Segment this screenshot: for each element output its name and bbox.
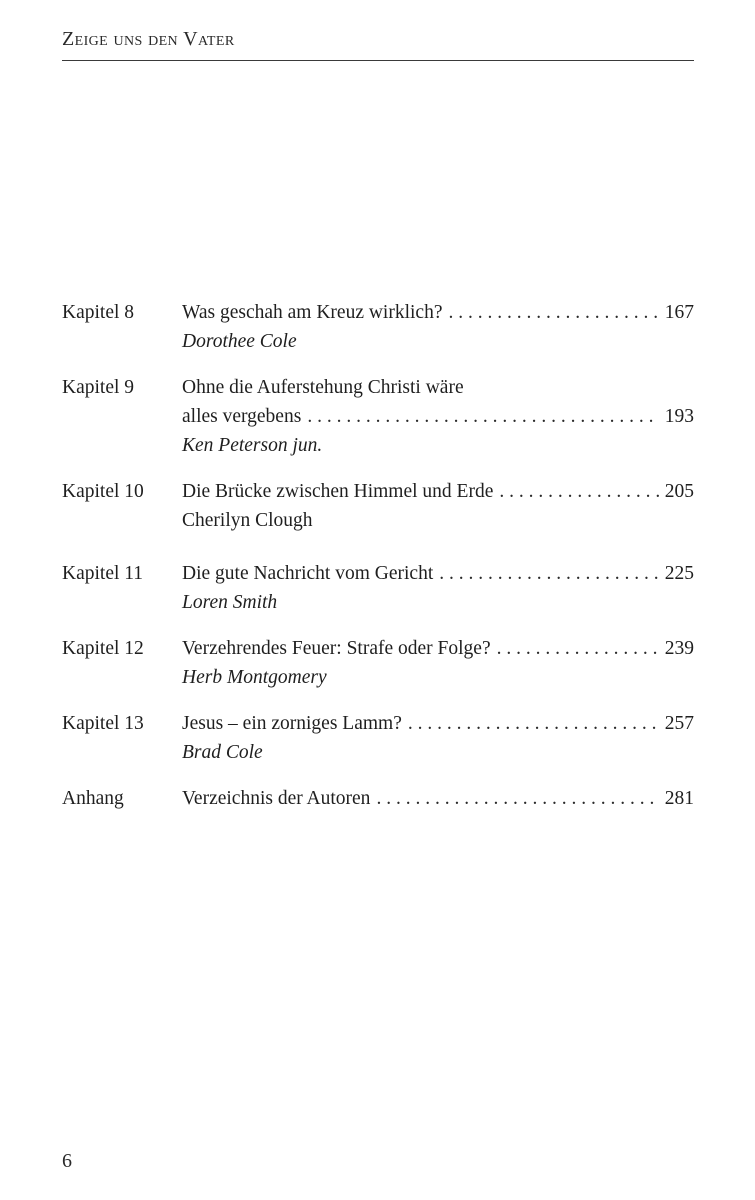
title-line bbox=[182, 298, 694, 327]
dot-leader bbox=[439, 559, 659, 588]
toc-entry bbox=[62, 298, 694, 356]
appendix-label: Anhang bbox=[62, 788, 124, 809]
dot-leader bbox=[497, 634, 659, 663]
chapter-label: Kapitel 8 bbox=[62, 302, 135, 323]
dot-leader bbox=[307, 402, 658, 431]
title-line bbox=[182, 784, 694, 813]
chapter-label: Kapitel 11 bbox=[62, 563, 144, 584]
title-line bbox=[182, 559, 694, 588]
entry-content bbox=[182, 298, 694, 356]
toc-entry bbox=[62, 784, 694, 813]
chapter-author: Cherilyn Clough bbox=[182, 510, 313, 531]
toc-entry bbox=[62, 373, 694, 460]
toc-entry bbox=[62, 477, 694, 535]
entry-content bbox=[182, 559, 694, 617]
page-number: 225 bbox=[664, 563, 694, 584]
chapter-title: Die Brücke zwischen Himmel und Erde bbox=[182, 481, 494, 502]
chapter-title-line-2: alles vergebens bbox=[182, 406, 302, 427]
header-rule bbox=[62, 60, 694, 61]
chapter-author: Herb Montgomery bbox=[182, 667, 327, 688]
title-line bbox=[182, 477, 694, 506]
dot-leader bbox=[449, 298, 659, 327]
chapter-title-line-1: Ohne die Auferstehung Christi wäre bbox=[182, 377, 464, 398]
toc-entry bbox=[62, 709, 694, 767]
entry-content bbox=[182, 634, 694, 692]
page-number: 205 bbox=[664, 481, 694, 502]
entry-content bbox=[182, 477, 694, 535]
title-line bbox=[182, 402, 694, 431]
chapter-label: Kapitel 12 bbox=[62, 638, 144, 659]
chapter-title: Die gute Nachricht vom Gericht bbox=[182, 563, 434, 584]
toc-entry bbox=[62, 634, 694, 692]
page-number: 167 bbox=[664, 302, 694, 323]
title-line bbox=[182, 634, 694, 663]
running-head: Zeige uns den Vater bbox=[62, 28, 235, 50]
page-number: 193 bbox=[664, 406, 694, 427]
page-number: 281 bbox=[664, 788, 694, 809]
chapter-author: Ken Peterson jun. bbox=[182, 435, 323, 456]
dot-leader bbox=[376, 784, 658, 813]
entry-content bbox=[182, 709, 694, 767]
table-of-contents bbox=[62, 298, 694, 813]
page-number: 239 bbox=[664, 638, 694, 659]
chapter-author: Brad Cole bbox=[182, 742, 263, 763]
chapter-title: Was geschah am Kreuz wirklich? bbox=[182, 302, 443, 323]
toc-entry bbox=[62, 559, 694, 617]
entry-content bbox=[182, 784, 694, 813]
page-folio: 6 bbox=[62, 1150, 72, 1172]
dot-leader bbox=[408, 709, 659, 738]
entry-content bbox=[182, 373, 694, 460]
chapter-author: Loren Smith bbox=[182, 592, 278, 613]
chapter-title: Jesus – ein zorniges Lamm? bbox=[182, 713, 402, 734]
page-number: 257 bbox=[664, 713, 694, 734]
chapter-label: Kapitel 9 bbox=[62, 377, 135, 398]
dot-leader bbox=[499, 477, 658, 506]
chapter-title: Verzehrendes Feuer: Strafe oder Folge? bbox=[182, 638, 491, 659]
appendix-title: Verzeichnis der Autoren bbox=[182, 788, 371, 809]
chapter-author: Dorothee Cole bbox=[182, 331, 297, 352]
title-line bbox=[182, 709, 694, 738]
chapter-label: Kapitel 13 bbox=[62, 713, 144, 734]
chapter-label: Kapitel 10 bbox=[62, 481, 144, 502]
